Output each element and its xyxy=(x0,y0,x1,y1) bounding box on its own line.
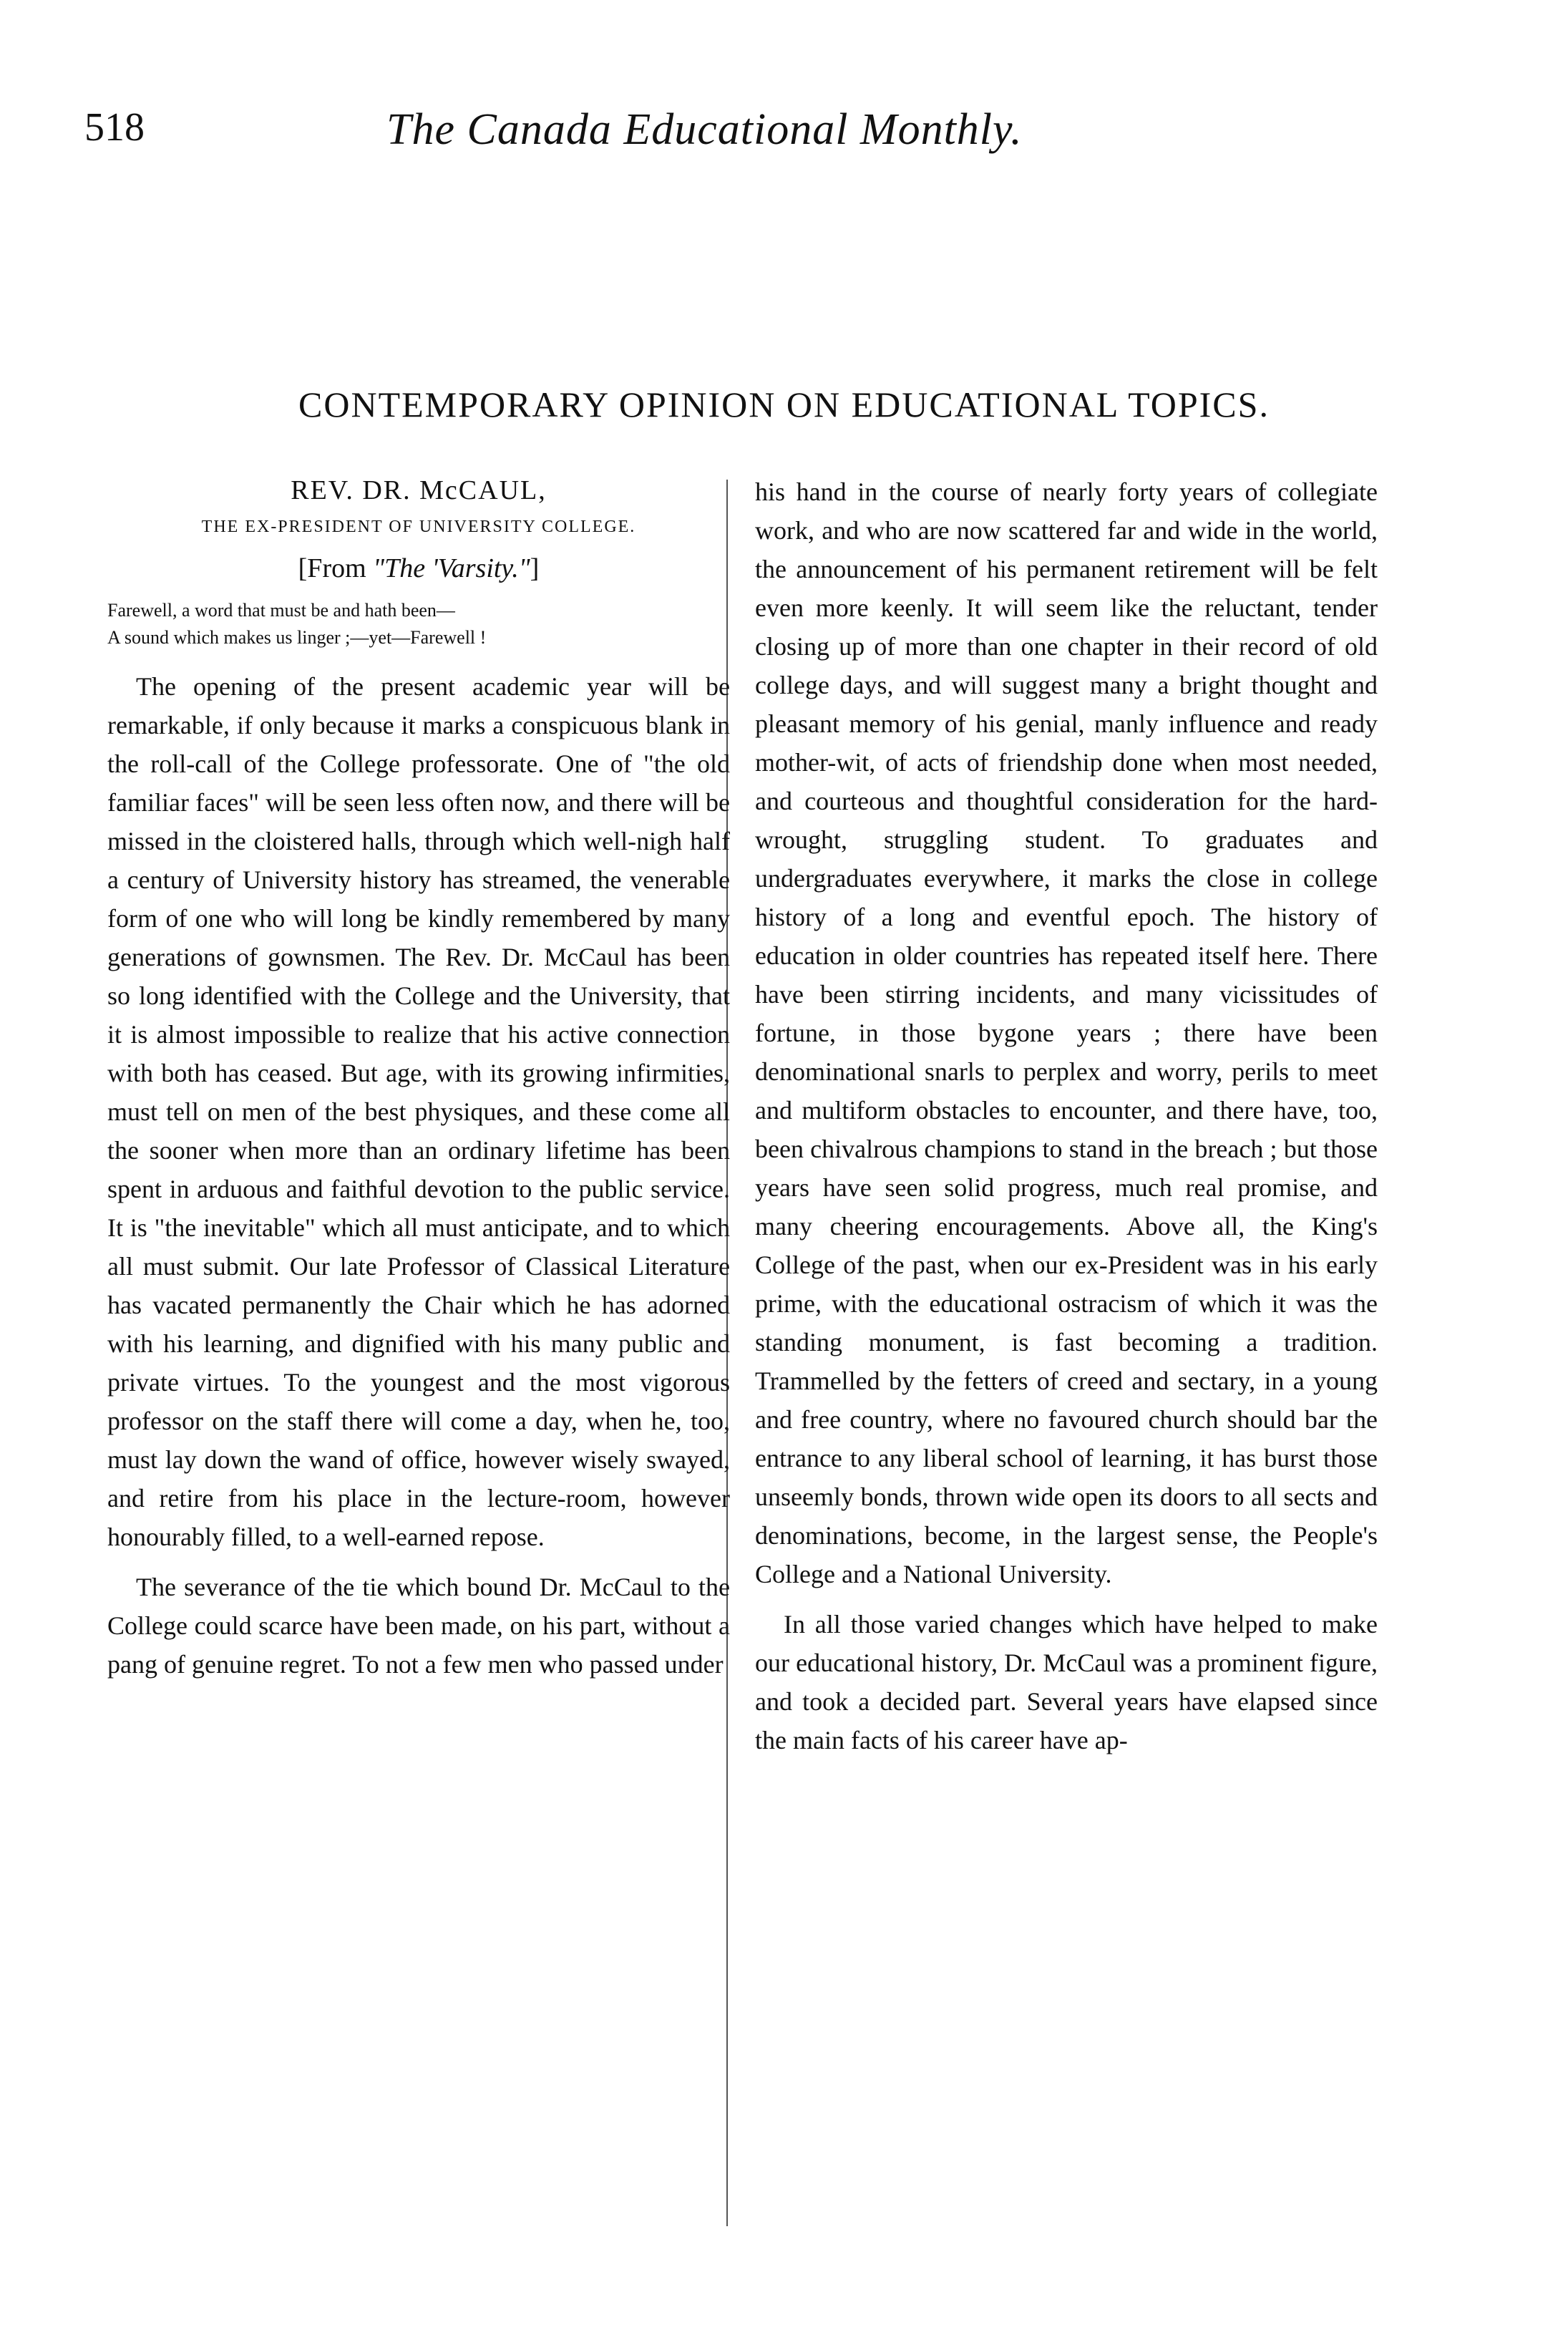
article-source xyxy=(107,550,730,587)
body-paragraph: his hand in the course of nearly forty years of collegiate work, and who are now scattered far and wide in the world, the announcement of his permanent retirement will be felt even more keenly. It will seem like the reluctant, tender closing up of more than one chapter in their record of old college days, and will suggest many a bright thought and pleasant memory of his genial, manly influence and ready mother-wit, of acts of friendship done when most needed, and courteous and thoughtful consideration for the hard-wrought, struggling student. To graduates and undergraduates everywhere, it marks the close in college history of a long and eventful epoch. The history of education in older countries has repeated itself here. There have been stirring incidents, and many vicissitudes of fortune, in those bygone years ; there have been denominational snarls to perplex and worry, perils to meet and multiform obstacles to encounter, and there have, too, been chivalrous champions to stand in the breach ; but those years have seen solid progress, much real promise, and many cheering encouragements. Above all, the King's College of the past, when our ex-President was in his early prime, with the educational ostracism of which it was the standing monument, is fast becoming a tradition. Trammelled by the fetters of creed and sectary, in a young and free country, where no favoured church should bar the entrance to any liberal school of learning, it has burst those unseemly bonds, thrown wide open its doors to all sects and denominations, become, in the largest sense, the People's College and a National University. xyxy=(755,477,1378,1588)
running-head: The Canada Educational Monthly. xyxy=(386,105,1023,154)
body-paragraph: The opening of the present academic year will be remarkable, if only because it marks a conspicuous blank in the roll-call of the College professorate. One of "the old familiar faces" will be seen less often now, and there will be missed in the cloistered halls, through which well-nigh half a century of University history has streamed, the venerable form of one who will long be kindly remembered by many generations of gownsmen. The Rev. Dr. McCaul has been so long identified with the College and the University, that it is almost impossible to realize that his active connection with both has ceased. But age, with its growing infirmities, must tell on men of the best physiques, and these come all the sooner when more than an ordinary lifetime has been spent in arduous and faithful devotion to the public service. It is "the inevitable" which all must anticipate, and to which all must submit. Our late Professor of Classical Literature has vacated permanently the Chair which he has adorned with his learning, and dignified with his many public and private virtues. To the youngest and the most vigorous professor on the staff there will come a day, when he, too, must lay down the wand of office, however wisely swayed, and retire from his place in the lecture-room, however honourably filled, to a well-earned repose. xyxy=(107,672,730,1551)
body-paragraph: The severance of the tie which bound Dr. McCaul to the College could scarce have been made, on his part, without a pang of genuine regret. To not a few men who passed under xyxy=(107,1573,730,1679)
body-paragraph: In all those varied changes which have helped to make our educational history, Dr. McCaul was a prominent figure, and took a decided part. Several years have elapsed since the main facts of his career have ap- xyxy=(755,1610,1378,1754)
section-title: CONTEMPORARY OPINION ON EDUCATIONAL TOPICS. xyxy=(298,384,1270,424)
source-prefix: [From xyxy=(298,553,374,583)
article-title: REV. DR. McCAUL, xyxy=(291,475,547,505)
source-name: "The 'Varsity." xyxy=(373,553,530,583)
left-column xyxy=(107,472,730,1695)
epigraph-line: Farewell, a word that must be and hath been— xyxy=(107,600,455,621)
article-subtitle: THE EX-PRESIDENT OF UNIVERSITY COLLEGE. xyxy=(201,518,636,536)
source-suffix: ] xyxy=(530,553,540,583)
epigraph-line: A sound which makes us linger ;—yet—Farewell ! xyxy=(107,627,487,648)
epigraph xyxy=(107,597,730,651)
page-number: 518 xyxy=(84,105,145,150)
right-column xyxy=(755,472,1378,1771)
